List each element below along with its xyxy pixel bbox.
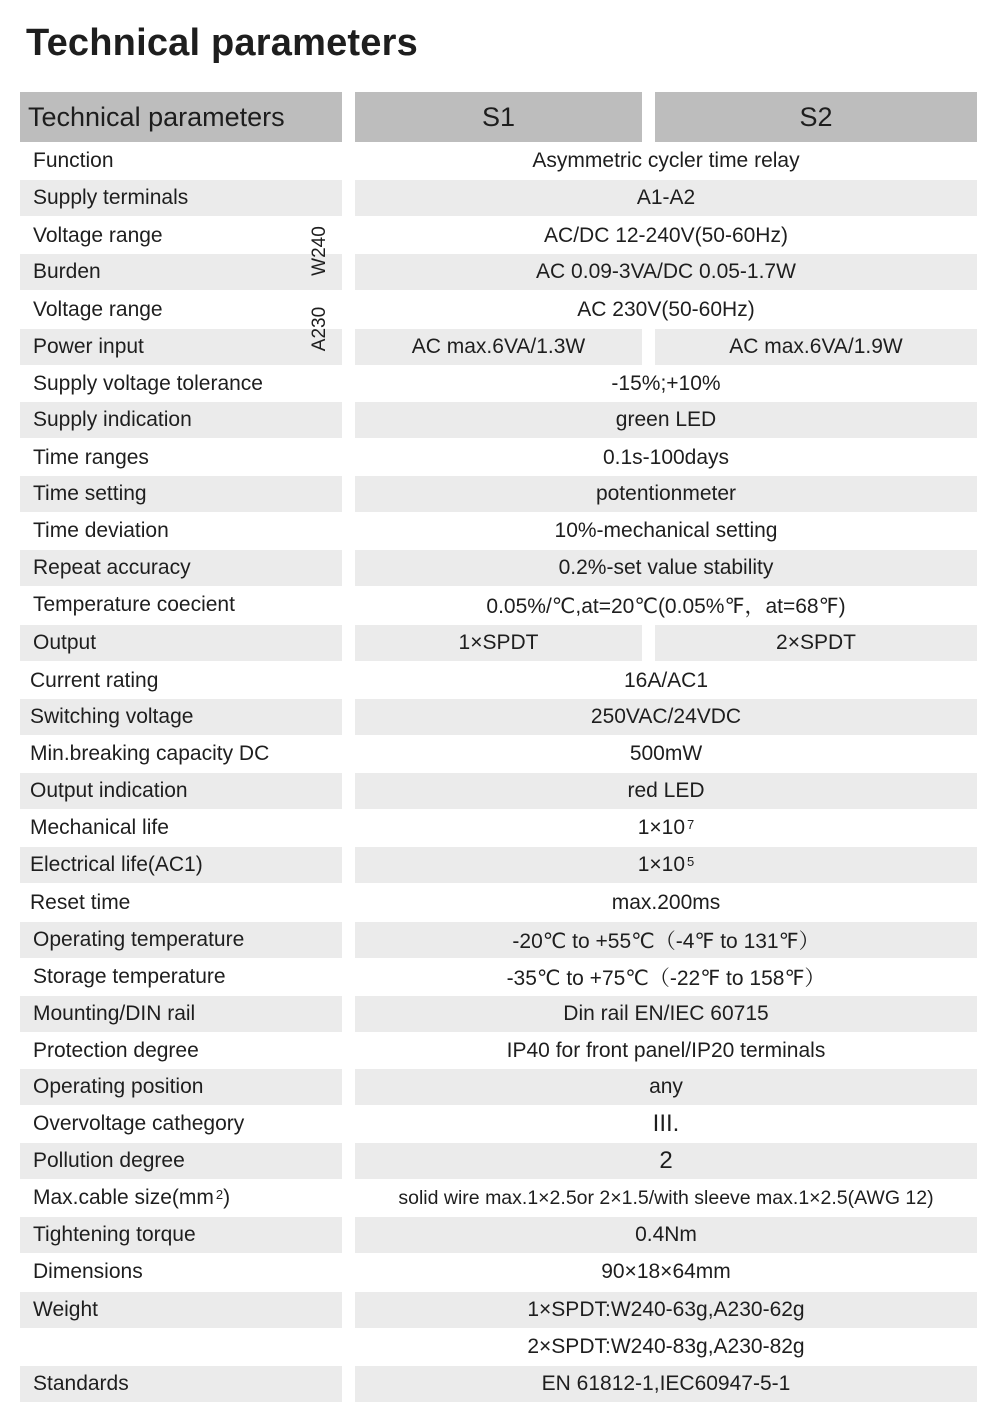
- row-max-cable-size: [20, 1180, 977, 1216]
- row-value: [355, 810, 977, 846]
- row-value: 0.05%/℃,at=20℃(0.05%℉，at=68℉): [486, 595, 846, 618]
- row-label: Temperature coecient: [33, 593, 235, 616]
- row-tightening-torque: [20, 1217, 977, 1253]
- row-value: 500mW: [629, 742, 703, 765]
- row-label: Overvoltage cathegory: [33, 1112, 245, 1135]
- row-value: 1×SPDT:W240-63g,A230-62g: [355, 1292, 977, 1328]
- row-label: Output: [20, 625, 342, 661]
- value-base: 1×10: [637, 853, 686, 876]
- row-label: Electrical life(AC1): [20, 847, 342, 883]
- row-label: [20, 1329, 342, 1365]
- row-value: 0.2%-set value stability: [355, 550, 977, 586]
- row-reset-time: [20, 885, 977, 921]
- row-value: green LED: [355, 402, 977, 438]
- row-value: 10%-mechanical setting: [554, 519, 778, 542]
- value-exponent: 5: [687, 853, 695, 869]
- row-value: III.: [652, 1110, 680, 1137]
- row-label: Current rating: [30, 669, 159, 692]
- row-label: Output indication: [20, 773, 342, 809]
- row-value: AC 230V(50-60Hz): [577, 298, 755, 321]
- row-mechanical-life: [20, 810, 977, 846]
- row-value: Din rail EN/IEC 60715: [355, 996, 977, 1032]
- row-label: Voltage range: [33, 224, 163, 247]
- group-tag-w240: W240: [309, 226, 330, 276]
- row-value: 2: [355, 1143, 977, 1179]
- row-label: Supply voltage tolerance: [33, 372, 263, 395]
- row-electrical-life: [20, 847, 977, 883]
- page-title: Technical parameters: [26, 22, 418, 64]
- row-label: Mounting/DIN rail: [20, 996, 342, 1032]
- row-value-s2: AC max.6VA/1.9W: [655, 329, 977, 365]
- row-value: AC 0.09-3VA/DC 0.05-1.7W: [355, 254, 977, 290]
- row-label: Power input: [20, 329, 342, 365]
- row-repeat-accuracy: [20, 550, 977, 586]
- row-label: Repeat accuracy: [20, 550, 342, 586]
- row-mounting: [20, 996, 977, 1032]
- row-value: any: [355, 1069, 977, 1105]
- row-label: Pollution degree: [20, 1143, 342, 1179]
- row-value: -35℃ to +75℃（-22℉ to 158℉）: [506, 967, 826, 990]
- row-temperature-coefficient: [20, 587, 977, 623]
- row-weight-2: [20, 1329, 977, 1365]
- row-standards: [20, 1366, 977, 1402]
- row-min-breaking-capacity: [20, 736, 977, 772]
- row-label: Operating temperature: [20, 922, 342, 958]
- row-label: Burden: [20, 254, 342, 290]
- row-value: 0.1s-100days: [602, 446, 730, 469]
- row-pollution-degree: [20, 1143, 977, 1179]
- row-value: -15%;+10%: [611, 372, 721, 395]
- row-supply-terminals: [20, 180, 977, 216]
- value-exponent: 7: [687, 816, 695, 832]
- row-value: EN 61812-1,IEC60947-5-1: [355, 1366, 977, 1402]
- row-label: Standards: [20, 1366, 342, 1402]
- row-supply-voltage-tolerance: [20, 366, 977, 402]
- row-label: Mechanical life: [30, 816, 169, 839]
- row-value: -20℃ to +55℃（-4℉ to 131℉）: [355, 922, 977, 958]
- row-label: Protection degree: [33, 1039, 199, 1062]
- row-label: Function: [33, 149, 114, 172]
- row-label: Time setting: [20, 476, 342, 512]
- row-power-input: [20, 329, 977, 365]
- row-label: Min.breaking capacity DC: [30, 742, 270, 765]
- row-value: red LED: [355, 773, 977, 809]
- row-output: [20, 625, 977, 661]
- row-value: IP40 for front panel/IP20 terminals: [506, 1039, 826, 1062]
- header-s2: S2: [655, 92, 977, 142]
- row-switching-voltage: [20, 699, 977, 735]
- row-label: Weight: [20, 1292, 342, 1328]
- row-value: 90×18×64mm: [601, 1260, 731, 1283]
- label-end: ): [223, 1186, 231, 1209]
- row-value: 2×SPDT:W240-83g,A230-82g: [527, 1335, 805, 1358]
- row-label: Dimensions: [33, 1260, 143, 1283]
- row-weight: [20, 1292, 977, 1328]
- value-base: 1×10: [637, 816, 686, 839]
- row-value: A1-A2: [355, 180, 977, 216]
- row-value-s1: AC max.6VA/1.3W: [355, 329, 642, 365]
- row-label: Operating position: [20, 1069, 342, 1105]
- row-burden: [20, 254, 977, 290]
- row-value: AC/DC 12-240V(50-60Hz): [544, 224, 788, 247]
- row-value-s2: 2×SPDT: [655, 625, 977, 661]
- row-overvoltage-category: [20, 1106, 977, 1142]
- row-protection-degree: [20, 1033, 977, 1069]
- row-voltage-range-a230: [20, 292, 977, 328]
- row-label: Voltage range: [33, 298, 163, 321]
- row-label: Storage temperature: [33, 965, 226, 988]
- row-time-deviation: [20, 513, 977, 549]
- header-s1: S1: [355, 92, 642, 142]
- label-text: Max.cable size(mm: [33, 1186, 214, 1209]
- row-value: max.200ms: [611, 891, 721, 914]
- row-label: Reset time: [30, 891, 131, 914]
- row-output-indication: [20, 773, 977, 809]
- row-time-ranges: [20, 440, 977, 476]
- row-value: 0.4Nm: [355, 1217, 977, 1253]
- row-value-s1: 1×SPDT: [355, 625, 642, 661]
- row-value: 16A/AC1: [623, 669, 709, 692]
- row-value: solid wire max.1×2.5or 2×1.5/with sleeve max.1×2.5(AWG 12): [398, 1186, 934, 1209]
- row-label: Time ranges: [33, 446, 149, 469]
- row-value: potentionmeter: [355, 476, 977, 512]
- row-label: Time deviation: [33, 519, 169, 542]
- row-label: [20, 1180, 342, 1216]
- header-param: Technical parameters: [20, 92, 342, 142]
- row-label: Supply indication: [20, 402, 342, 438]
- row-operating-temperature: [20, 922, 977, 958]
- row-storage-temperature: [20, 959, 977, 995]
- row-voltage-range-w240: [20, 218, 977, 254]
- row-label: Switching voltage: [20, 699, 342, 735]
- row-supply-indication: [20, 402, 977, 438]
- group-tag-a230: A230: [309, 306, 330, 352]
- row-label: Supply terminals: [20, 180, 342, 216]
- row-time-setting: [20, 476, 977, 512]
- row-current-rating: [20, 663, 977, 699]
- row-value: 250VAC/24VDC: [355, 699, 977, 735]
- row-value: Asymmetric cycler time relay: [532, 149, 800, 172]
- row-function: [20, 143, 977, 179]
- row-dimensions: [20, 1254, 977, 1290]
- row-value: [355, 847, 977, 883]
- row-operating-position: [20, 1069, 977, 1105]
- row-label: Tightening torque: [20, 1217, 342, 1253]
- label-exponent: 2: [215, 1186, 224, 1202]
